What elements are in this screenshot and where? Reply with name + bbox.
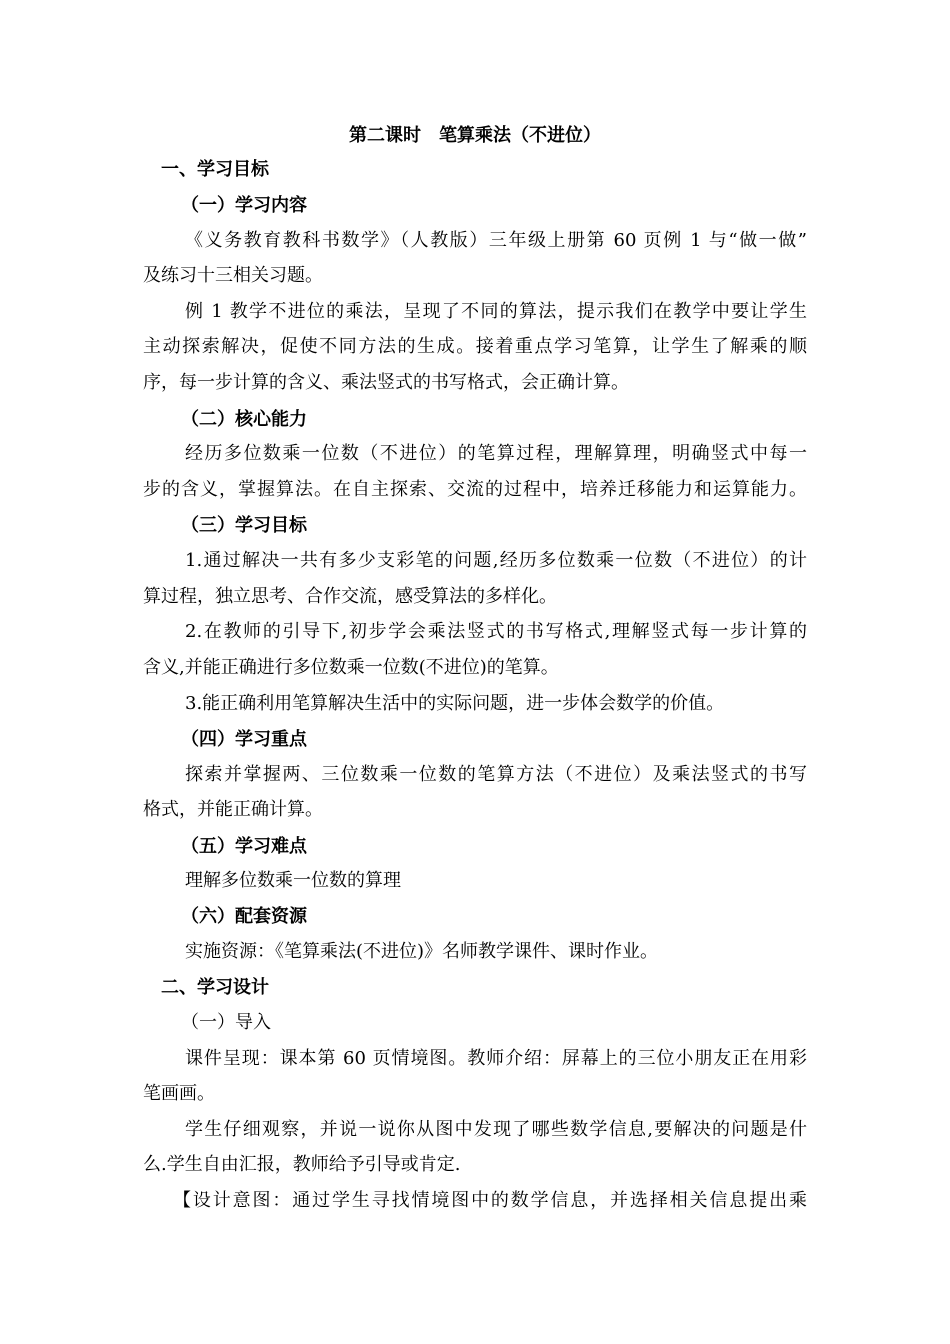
paragraph-line: 理解多位数乘一位数的算理 [185,870,401,891]
paragraph-line: 经历多位数乘一位数（不进位）的笔算过程，理解算理，明确竖式中每一 [185,443,807,464]
paragraph-line: 【设计意图：通过学生寻找情境图中的数学信息，并选择相关信息提出乘 [173,1190,807,1211]
paragraph-line: 及练习十三相关习题。 [143,265,323,286]
paragraph-line: 格式，并能正确计算。 [143,799,323,820]
subheading-key-points: （四）学习重点 [181,729,307,750]
paragraph-line: 笔画画。 [143,1083,215,1104]
paragraph-line: 探索并掌握两、三位数乘一位数的笔算方法（不进位）及乘法竖式的书写 [185,764,807,785]
paragraph-line: 学生仔细观察，并说一说你从图中发现了哪些数学信息,要解决的问题是什 [185,1119,807,1140]
paragraph-line: 么.学生自由汇报，教师给予引导或肯定. [143,1154,461,1175]
page-title: 第二课时 笔算乘法（不进位） [349,125,601,146]
paragraph-line: 步的含义，掌握算法。在自主探索、交流的过程中，培养迁移能力和运算能力。 [143,479,807,500]
subheading-learning-content: （一）学习内容 [181,195,307,216]
subheading-learning-objectives: （三）学习目标 [181,515,307,536]
subheading-resources: （六）配套资源 [181,906,307,927]
section-heading-learning-design: 二、学习设计 [161,977,269,998]
subheading-core-ability: （二）核心能力 [181,409,307,430]
paragraph-line: 序，每一步计算的含义、乘法竖式的书写格式，会正确计算。 [143,372,629,393]
subheading-difficulties: （五）学习难点 [181,836,307,857]
paragraph-line: 含义,并能正确进行多位数乘一位数(不进位)的笔算。 [143,657,559,678]
subheading-introduction: （一）导入 [181,1012,271,1033]
section-heading-learning-goals: 一、学习目标 [161,159,269,180]
paragraph-line: 例 1 教学不进位的乘法，呈现了不同的算法，提示我们在教学中要让学生 [185,301,807,322]
paragraph-line: 实施资源：《笔算乘法(不进位)》名师教学课件、课时作业。 [185,941,659,962]
paragraph-line: 2.在教师的引导下,初步学会乘法竖式的书写格式,理解竖式每一步计算的 [185,621,807,642]
paragraph-line: 算过程，独立思考、合作交流，感受算法的多样化。 [143,586,557,607]
paragraph-line: 课件呈现：课本第 60 页情境图。教师介绍：屏幕上的三位小朋友正在用彩 [185,1048,807,1069]
paragraph-line: 主动探索解决，促使不同方法的生成。接着重点学习笔算，让学生了解乘的顺 [143,336,807,357]
paragraph-line: 1.通过解决一共有多少支彩笔的问题,经历多位数乘一位数（不进位）的计 [185,550,807,571]
paragraph-line: 《义务教育教科书数学》（人教版）三年级上册第 60 页例 1 与“做一做” [185,230,807,251]
paragraph-line: 3.能正确利用笔算解决生活中的实际问题，进一步体会数学的价值。 [185,693,725,714]
